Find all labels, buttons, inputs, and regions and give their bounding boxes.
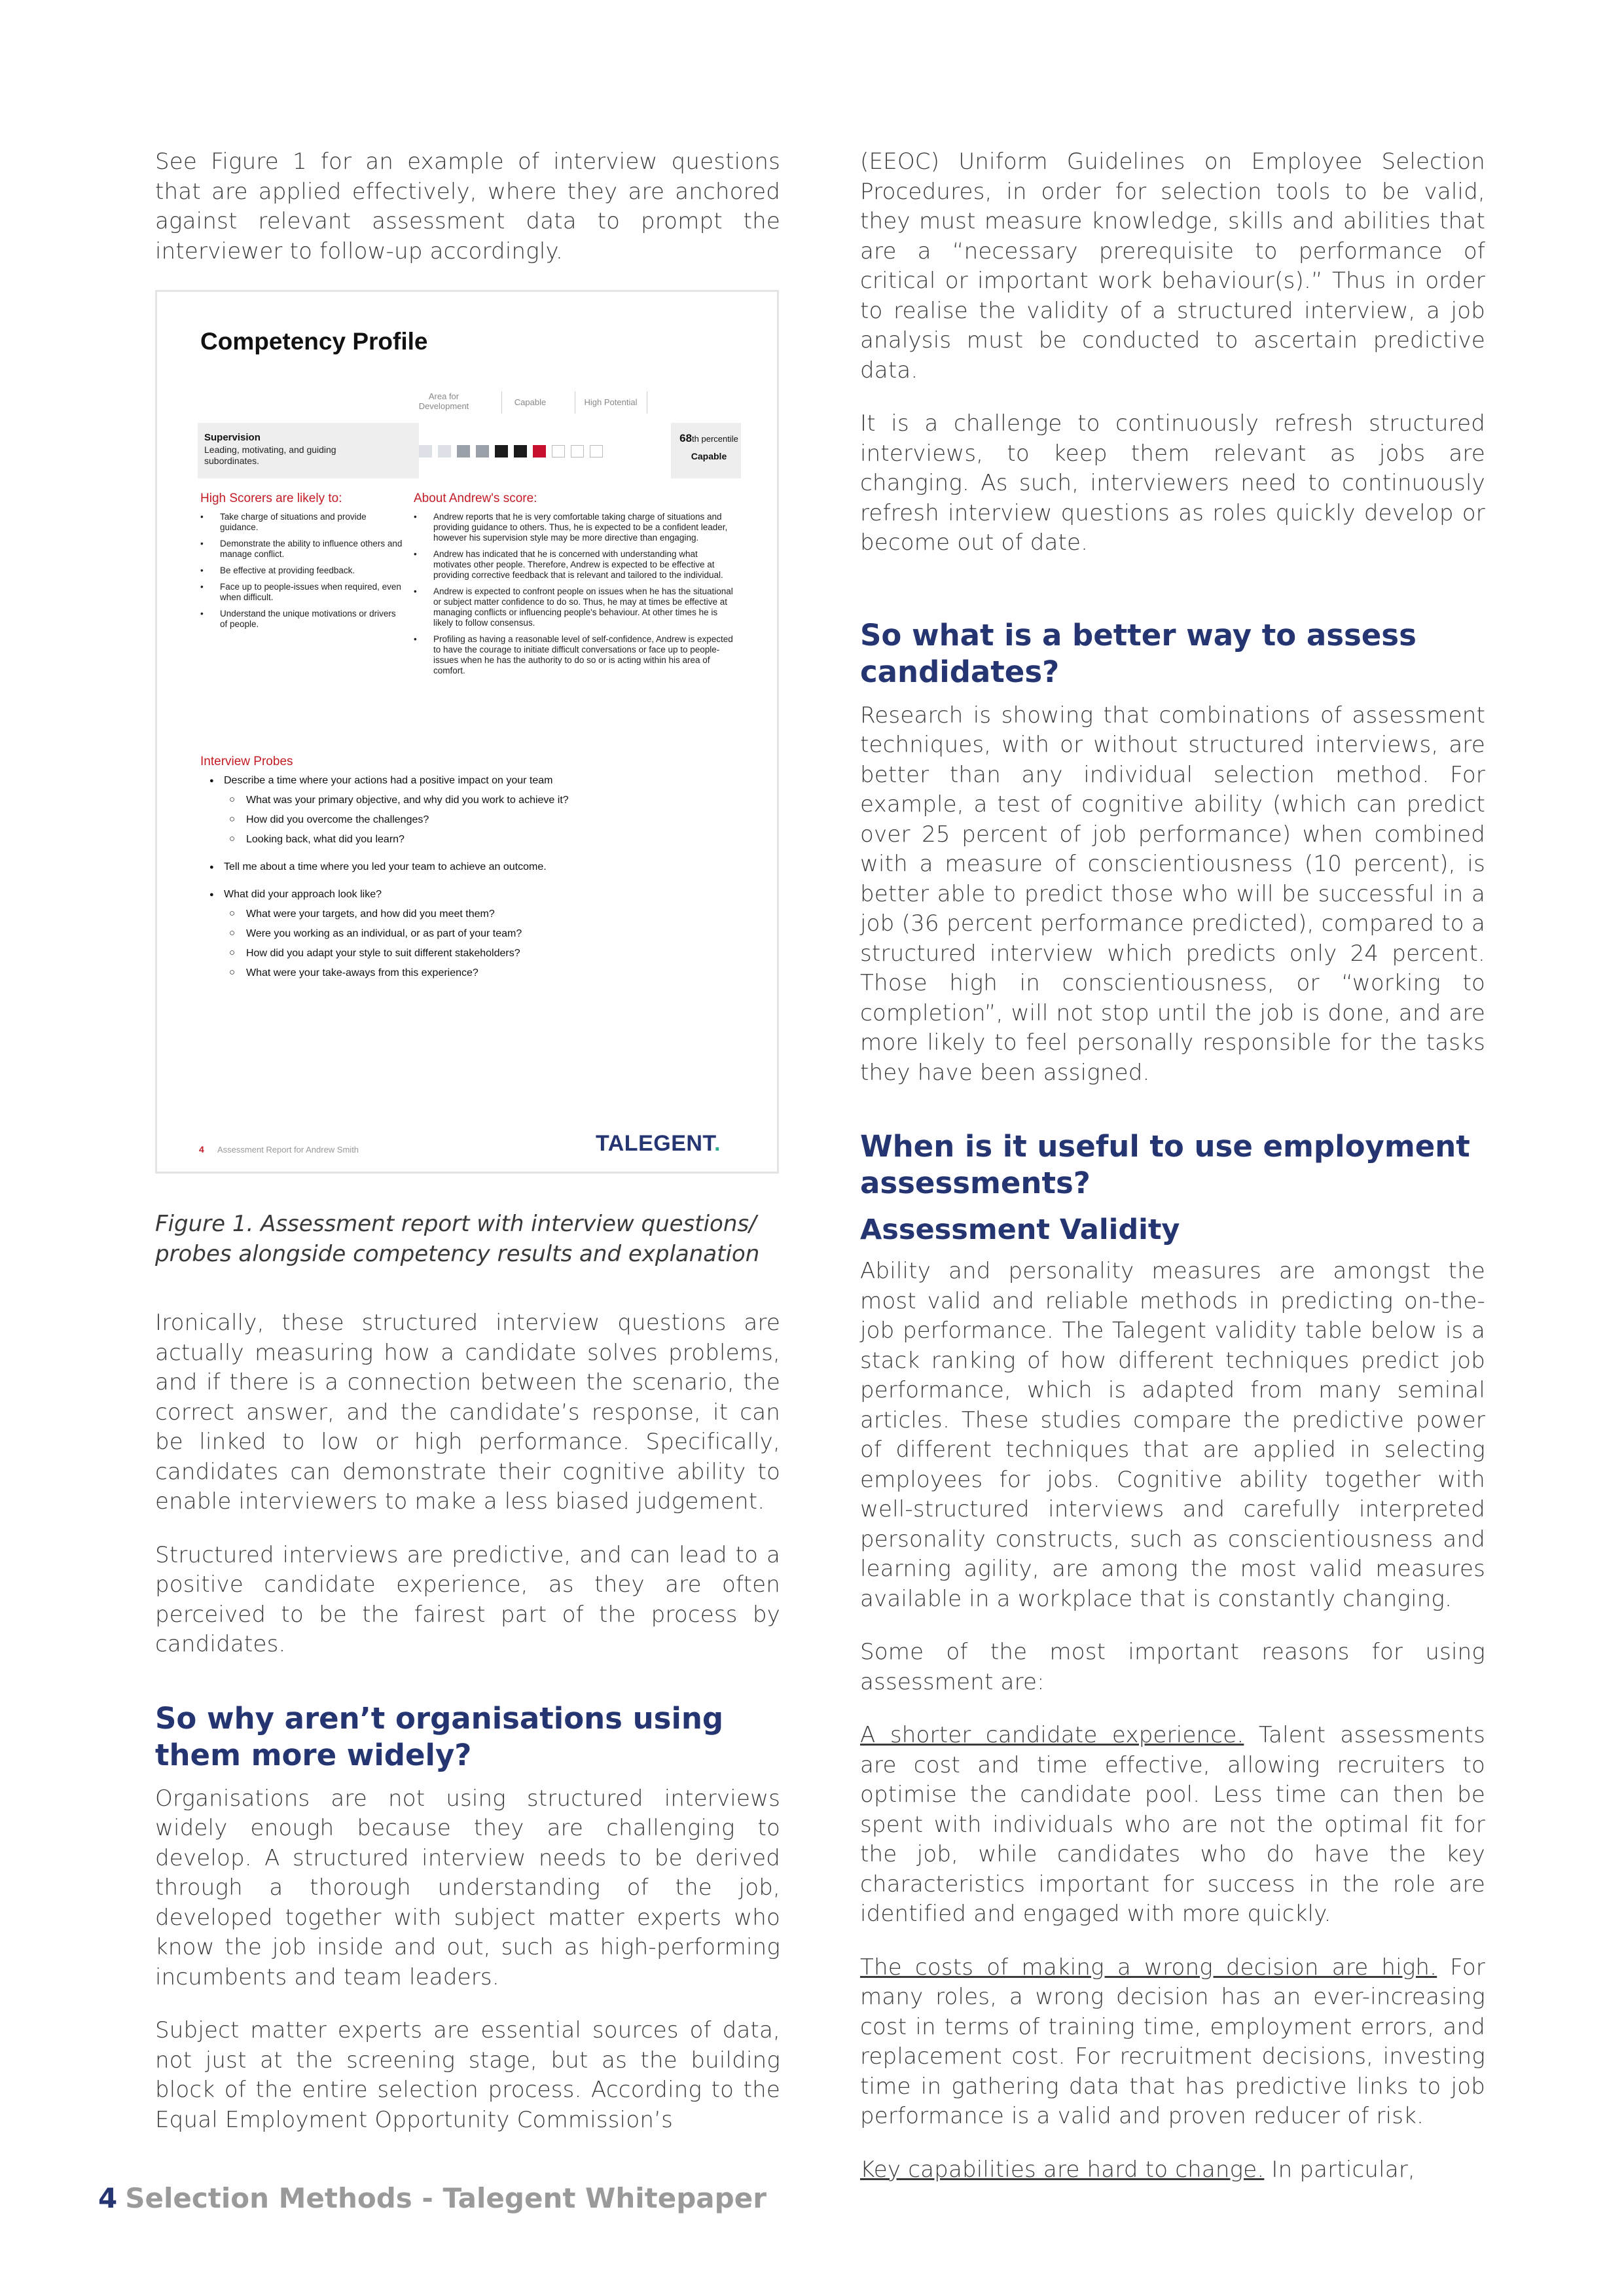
score-swatch <box>476 445 489 457</box>
competency-description: Leading, motivating, and guiding subordinates. <box>204 444 336 466</box>
page-number: 4 <box>98 2182 118 2214</box>
score-swatch <box>590 445 603 457</box>
paragraph: Ability and personality measures are amongst the most valid and reliable methods in predicting on-the-job performance. The Talegent validity table below is a stack ranking of how different techniques predict job performance, which is adapted from many seminal articles. These studies compare the predictive power of different techniques that are applied in selecting employees for jobs. Cognitive ability together with well-structured interviews and carefully interpreted personality constructs, such as conscientiousness and learning agility, are among the most valid measures available in a workplace that is constantly changing. <box>860 1258 1485 1612</box>
high-scorers-heading: High Scorers are likely to: <box>200 492 342 505</box>
list-item: • Andrew is expected to confront people on issues when he has the situational or subject matter confidence to do so. Thus, he may at times be effective at managing conflicts or influencing people's behaviour. At other times he is likely to follow consensus. <box>414 586 733 628</box>
paragraph: It is a challenge to continuously refresh structured interviews, to keep them relevant as jobs are changing. As such, interviewers need to continuously refresh interview questions as roles quickly develop or become out of date. <box>860 410 1485 556</box>
list-item: • Be effective at providing feedback. <box>200 565 403 576</box>
paragraph: Structured interviews are predictive, and can lead to a positive candidate experience, as they are often perceived to be the fairest part of the process by candidates. <box>155 1541 780 1657</box>
probe-subquestion: ○ Were you working as an individual, or as part of your team? <box>200 927 737 941</box>
reason-title: A shorter candidate experience. <box>860 1722 1244 1748</box>
probe-question: ● Describe a time where your actions had a positive impact on your team <box>200 774 737 787</box>
reason-key-capabilities <box>860 2155 1485 2185</box>
competency-row <box>198 423 741 478</box>
paragraph: Ironically, these structured interview questions are actually measuring how a candidate solves problems, and if there is a connection between the scenario, the correct answer, and the candidate’s response, it can be linked to low or high performance. Specifically, candidates can demonstrate their cognitive ability to enable interviewers to make a less biased judgement. <box>155 1310 780 1515</box>
score-swatch <box>533 445 546 457</box>
score-swatch <box>552 445 565 457</box>
footer-title: Selection Methods - Talegent Whitepaper <box>125 2182 767 2214</box>
reason-title: The costs of making a wrong decision are high. <box>860 1954 1437 1981</box>
list-item: • Face up to people-issues when required, even when difficult. <box>200 582 403 603</box>
figure-footer-text: Assessment Report for Andrew Smith <box>217 1145 359 1155</box>
probe-subquestion: ○ How did you adapt your style to suit different stakeholders? <box>200 947 737 960</box>
reason-text: Talent assessments are cost and time effective, allowing recruiters to optimise the candidate pool. Less time can then be spent with individuals who are not the optimal fit for the job, while candidates who do have the key characteristics important for success in the role are identified and engaged with more quickly. <box>860 1722 1485 1927</box>
scale-label-development: Area for Development <box>418 391 469 411</box>
percentile-number: 68 <box>679 432 693 444</box>
percentile-suffix: th percentile <box>692 434 738 444</box>
probe-subquestion: ○ Looking back, what did you learn? <box>200 833 737 846</box>
about-score-heading: About Andrew's score: <box>414 492 537 505</box>
probe-subquestion: ○ What was your primary objective, and why did you work to achieve it? <box>200 794 737 807</box>
score-swatch <box>571 445 584 457</box>
paragraph: (EEOC) Uniform Guidelines on Employee Selection Procedures, in order for selection tools to be valid, they must measure knowledge, skills and abilities that are a “necessary prerequisite to performance of critical or important work behaviour(s).” Thus in order to realise the validity of a structured interview, a job analysis must be conducted to ascertain predictive data. <box>860 149 1485 384</box>
score-swatch <box>438 445 451 457</box>
competency-name: Supervision <box>204 432 261 443</box>
reason-text: For many roles, a wrong decision has an ever-increasing cost in terms of training time, employment errors, and replacement cost. For recruitment decisions, investing time in gathering data that has predictive links to job performance is a valid and proven reducer of risk. <box>860 1954 1486 2129</box>
reason-shorter-experience <box>860 1721 1485 1929</box>
list-item: • Take charge of situations and provide guidance. <box>200 512 403 533</box>
list-item: • Andrew reports that he is very comfortable taking charge of situations and providing guidance to others. Thus, he is expected to be a confident leader, however his supervision style may be more directive than engaging. <box>414 512 733 543</box>
score-swatch <box>514 445 527 457</box>
talegent-logo <box>596 1131 721 1157</box>
percentile-score <box>679 432 738 463</box>
probe-subquestion: ○ What were your targets, and how did you meet them? <box>200 908 737 921</box>
figure-page-number: 4 <box>199 1144 204 1155</box>
probes-heading: Interview Probes <box>200 755 293 768</box>
list-item: • Understand the unique motivations or drivers of people. <box>200 609 403 630</box>
scale-label-capable: Capable <box>514 397 547 407</box>
probe-question: ● What did your approach look like? <box>200 888 737 901</box>
logo-dot: . <box>713 1131 721 1156</box>
paragraph: Organisations are not using structured interviews widely enough because they are challenging to develop. A structured interview needs to be derived through a thorough understanding of the job, developed together with subject matter experts who know the job inside and out, such as high-performing incumbents and team leaders. <box>155 1785 780 1990</box>
competency-profile-figure <box>155 290 779 1174</box>
intro-paragraph: See Figure 1 for an example of interview questions that are applied effectively, where they are anchored against relevant assessment data to prompt the interviewer to follow-up accordingly. <box>155 149 780 264</box>
score-scale <box>419 423 671 478</box>
score-swatch <box>495 445 508 457</box>
page-footer <box>98 2182 767 2214</box>
right-column <box>860 147 1485 2208</box>
section-heading-why: So why aren’t organisations using them more widely? <box>155 1700 724 1772</box>
figure-title: Competency Profile <box>200 328 428 355</box>
paragraph: Some of the most important reasons for using assessment are: <box>860 1639 1485 1695</box>
probe-subquestion: ○ What were your take-aways from this experience? <box>200 967 737 980</box>
left-column <box>155 147 780 2159</box>
reason-wrong-decision <box>860 1953 1485 2132</box>
paragraph: Research is showing that combinations of assessment techniques, with or without structured interviews, are better than any individual selection method. For example, a test of cognitive ability (which can predict over 25 percent of job performance) when combined with a measure of conscientiousness (10 percent), is better able to predict those who will be successful in a job (36 percent performance predicted), compared to a structured interview which predicts only 24 percent. Those high in conscientiousness, or “working to completion”, will not stop until the job is done, and are more likely to feel personally responsible for the tasks they have been assigned. <box>860 702 1485 1086</box>
scale-headings <box>418 391 679 415</box>
interview-probes <box>200 755 737 986</box>
figure-caption: Figure 1. Assessment report with interview questions/ probes alongside competency results and explanation <box>155 1211 760 1267</box>
reason-title: Key capabilities are hard to change. <box>860 2156 1265 2183</box>
probe-question: ● Tell me about a time where you led your team to achieve an outcome. <box>200 861 737 874</box>
competency-level: Capable <box>691 451 727 461</box>
logo-text: TALEGENT <box>596 1131 714 1156</box>
section-heading-better-way: So what is a better way to assess candidates? <box>860 617 1416 689</box>
list-item: • Andrew has indicated that he is concerned with understanding what motivates other people. Therefore, Andrew is expected to be effective at providing corrective feedback that is relevant and tailored to the individual. <box>414 549 733 581</box>
score-swatch <box>457 445 470 457</box>
list-item: • Demonstrate the ability to influence others and manage conflict. <box>200 539 403 560</box>
high-scorers-list <box>200 512 403 636</box>
paragraph: Subject matter experts are essential sources of data, not just at the screening stage, but as the building block of the entire selection process. According to the Equal Employment Opportunity Commission’s <box>155 2017 780 2133</box>
reason-text: In particular, <box>1264 2156 1416 2183</box>
scale-label-high-potential: High Potential <box>584 397 638 407</box>
section-heading-when: When is it useful to use employment assessments? <box>860 1129 1470 1200</box>
list-item: • Profiling as having a reasonable level of self-confidence, Andrew is expected to have the courage to initiate difficult conversations or face up to people-issues when he has the authority to do so or is acting within his area of comfort. <box>414 634 733 676</box>
probe-subquestion: ○ How did you overcome the challenges? <box>200 814 737 827</box>
score-swatch <box>419 445 432 457</box>
subheading-validity: Assessment Validity <box>860 1213 1180 1246</box>
about-score-list <box>414 512 733 682</box>
